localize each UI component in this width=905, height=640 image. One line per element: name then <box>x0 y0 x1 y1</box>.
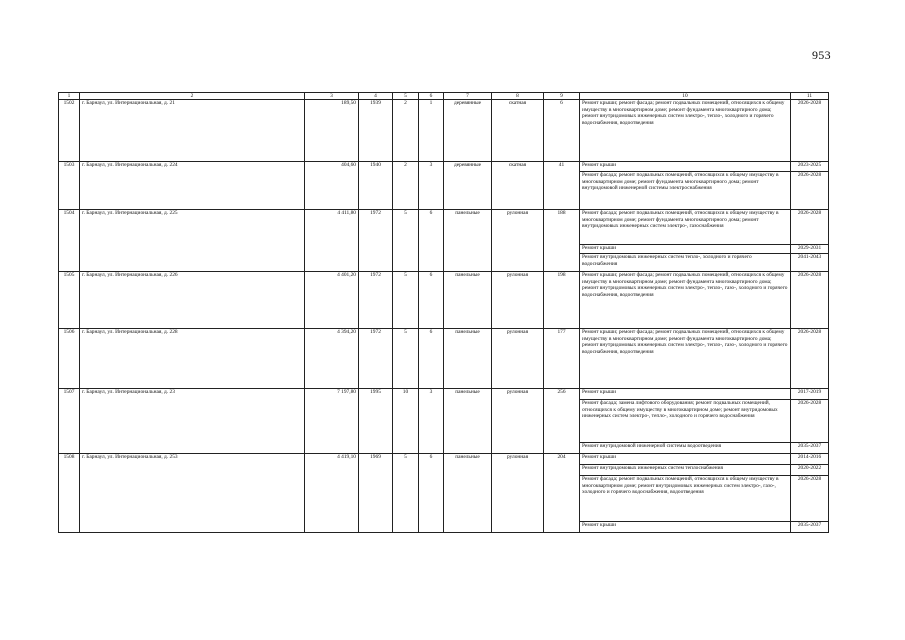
floors-cell: 5 <box>393 454 419 533</box>
residents-cell: 256 <box>544 389 580 454</box>
row-number-cell: 1506 <box>59 329 80 389</box>
roof-type-cell: рулонная <box>492 329 544 389</box>
period-cell: 2026-2028 <box>791 210 829 245</box>
entrances-cell: 6 <box>419 329 444 389</box>
period-cell: 2029-2031 <box>791 245 829 254</box>
year-cell: 1939 <box>359 100 393 162</box>
residents-cell: 188 <box>544 210 580 272</box>
column-header: 5 <box>393 93 419 100</box>
area-cell: 4 419,10 <box>305 454 359 533</box>
entrances-cell: 6 <box>419 272 444 329</box>
period-cell: 2023-2025 <box>791 162 829 172</box>
wall-material-cell: деревянные <box>444 162 492 210</box>
column-header: 2 <box>80 93 305 100</box>
work-description-cell: Ремонт крыши <box>580 389 791 400</box>
column-header: 4 <box>359 93 393 100</box>
entrances-cell: 6 <box>419 454 444 533</box>
address-cell: г. Барнаул, ул. Интернациональная, д. 225 <box>80 210 305 272</box>
area-cell: 4 394,20 <box>305 329 359 389</box>
period-cell: 2020-2022 <box>791 465 829 476</box>
address-cell: г. Барнаул, ул. Интернациональная, д. 23 <box>80 389 305 454</box>
work-description-cell: Ремонт фасада; ремонт подвальных помещений, относящихся к общему имуществу в многоквартирном доме; ремонт фундамента многоквартирного дома; ремонт внутридомовых инженерных систем электро-, газоснабжения <box>580 210 791 245</box>
period-cell: 2035-2037 <box>791 443 829 454</box>
floors-cell: 5 <box>393 329 419 389</box>
work-description-cell: Ремонт фасада; ремонт подвальных помещений, относящихся к общему имуществу в многоквартирном доме; ремонт внутридомовых инженерных систем электро-, газо-, холодного и горячего водоснабжения, водоотведения <box>580 476 791 522</box>
period-cell: 2026-2028 <box>791 100 829 162</box>
period-cell: 2014-2016 <box>791 454 829 465</box>
residents-cell: 177 <box>544 329 580 389</box>
year-cell: 1995 <box>359 389 393 454</box>
work-description-cell: Ремонт крыши; ремонт фасада; ремонт подвальных помещений, относящихся к общему имуществу в многоквартирном доме; ремонт фундамента многоквартирного дома; ремонт внутридомовых инженерных систем электро-, тепло-, холодного и горячего водоснабжения, водоотведения <box>580 100 791 162</box>
table-row <box>59 272 829 329</box>
page-number: 953 <box>812 48 831 62</box>
work-description-cell: Ремонт крыши; ремонт фасада; ремонт подвальных помещений, относящихся к общему имуществу в многоквартирном доме; ремонт фундамента многоквартирного дома; ремонт внутридомовых инженерных систем электро-, тепло-, газо-, холодного и горячего водоснабжения, водоотведения <box>580 272 791 329</box>
work-description-cell: Ремонт крыши <box>580 245 791 254</box>
entrances-cell: 3 <box>419 389 444 454</box>
work-description-cell: Ремонт внутридомовых инженерных систем тепло-, холодного и горячего водоснабжения <box>580 254 791 272</box>
floors-cell: 5 <box>393 210 419 272</box>
wall-material-cell: панельные <box>444 389 492 454</box>
roof-type-cell: рулонная <box>492 454 544 533</box>
roof-type-cell: рулонная <box>492 210 544 272</box>
period-cell: 2026-2028 <box>791 329 829 389</box>
row-number-cell: 1503 <box>59 162 80 210</box>
work-description-cell: Ремонт внутридомовых инженерных систем теплоснабжения <box>580 465 791 476</box>
column-header: 1 <box>59 93 80 100</box>
floors-cell: 2 <box>393 100 419 162</box>
row-number-cell: 1505 <box>59 272 80 329</box>
column-header: 3 <box>305 93 359 100</box>
row-number-cell: 1508 <box>59 454 80 533</box>
table-row <box>59 100 829 162</box>
period-cell: 2026-2028 <box>791 476 829 522</box>
address-cell: г. Барнаул, ул. Интернациональная, д. 226 <box>80 272 305 329</box>
area-cell: 189,50 <box>305 100 359 162</box>
roof-type-cell: скатная <box>492 162 544 210</box>
wall-material-cell: панельные <box>444 454 492 533</box>
repair-schedule-table <box>58 92 829 533</box>
work-description-cell: Ремонт фасада; ремонт подвальных помещений, относящихся к общему имуществу в многоквартирном доме; ремонт фундамента многоквартирного дома; ремонт внутридомовой инженерной системы электроснабжения <box>580 172 791 210</box>
wall-material-cell: панельные <box>444 210 492 272</box>
column-header: 11 <box>791 93 829 100</box>
entrances-cell: 6 <box>419 210 444 272</box>
area-cell: 4 401,20 <box>305 272 359 329</box>
wall-material-cell: панельные <box>444 272 492 329</box>
work-description-cell: Ремонт крыши; ремонт фасада; ремонт подвальных помещений, относящихся к общему имуществу в многоквартирном доме; ремонт фундамента многоквартирного дома; ремонт внутридомовых инженерных систем электро-, тепло-, газо-, холодного и горячего водоснабжения, водоотведения <box>580 329 791 389</box>
period-cell: 2041-2043 <box>791 254 829 272</box>
residents-cell: 198 <box>544 272 580 329</box>
work-description-cell: Ремонт фасада; замена лифтового оборудования; ремонт подвальных помещений, относящихся к общему имуществу в многоквартирном доме; ремонт внутридомовых инженерных систем электро-, тепло-, холодного и горячего водоснабжения <box>580 400 791 443</box>
area-cell: 7 197,80 <box>305 389 359 454</box>
period-cell: 2026-2028 <box>791 400 829 443</box>
roof-type-cell: скатная <box>492 100 544 162</box>
address-cell: г. Барнаул, ул. Интернациональная, д. 21 <box>80 100 305 162</box>
year-cell: 1972 <box>359 210 393 272</box>
period-cell: 2017-2019 <box>791 389 829 400</box>
wall-material-cell: панельные <box>444 329 492 389</box>
row-number-cell: 1507 <box>59 389 80 454</box>
column-header: 8 <box>492 93 544 100</box>
table-row <box>59 210 829 245</box>
column-header: 6 <box>419 93 444 100</box>
work-description-cell: Ремонт крыши <box>580 454 791 465</box>
row-number-cell: 1502 <box>59 100 80 162</box>
work-description-cell: Ремонт внутридомовой инженерной системы водоотведения <box>580 443 791 454</box>
year-cell: 1972 <box>359 272 393 329</box>
roof-type-cell: рулонная <box>492 272 544 329</box>
area-cell: 404,60 <box>305 162 359 210</box>
entrances-cell: 1 <box>419 100 444 162</box>
work-description-cell: Ремонт крыши <box>580 522 791 533</box>
row-number-cell: 1504 <box>59 210 80 272</box>
period-cell: 2035-2037 <box>791 522 829 533</box>
column-header: 9 <box>544 93 580 100</box>
table-row <box>59 162 829 172</box>
column-header: 10 <box>580 93 791 100</box>
residents-cell: 41 <box>544 162 580 210</box>
floors-cell: 10 <box>393 389 419 454</box>
period-cell: 2026-2028 <box>791 272 829 329</box>
entrances-cell: 3 <box>419 162 444 210</box>
work-description-cell: Ремонт крыши <box>580 162 791 172</box>
table-row <box>59 329 829 389</box>
floors-cell: 5 <box>393 272 419 329</box>
year-cell: 1972 <box>359 329 393 389</box>
address-cell: г. Барнаул, ул. Интернациональная, д. 253 <box>80 454 305 533</box>
floors-cell: 2 <box>393 162 419 210</box>
address-cell: г. Барнаул, ул. Интернациональная, д. 228 <box>80 329 305 389</box>
year-cell: 1969 <box>359 454 393 533</box>
table-row <box>59 454 829 465</box>
wall-material-cell: деревянные <box>444 100 492 162</box>
table-row <box>59 389 829 400</box>
period-cell: 2026-2028 <box>791 172 829 210</box>
roof-type-cell: рулонная <box>492 389 544 454</box>
table-body <box>59 100 829 533</box>
year-cell: 1940 <box>359 162 393 210</box>
area-cell: 4 411,80 <box>305 210 359 272</box>
address-cell: г. Барнаул, ул. Интернациональная, д. 224 <box>80 162 305 210</box>
residents-cell: 6 <box>544 100 580 162</box>
column-header: 7 <box>444 93 492 100</box>
column-number-row <box>59 93 829 100</box>
residents-cell: 204 <box>544 454 580 533</box>
